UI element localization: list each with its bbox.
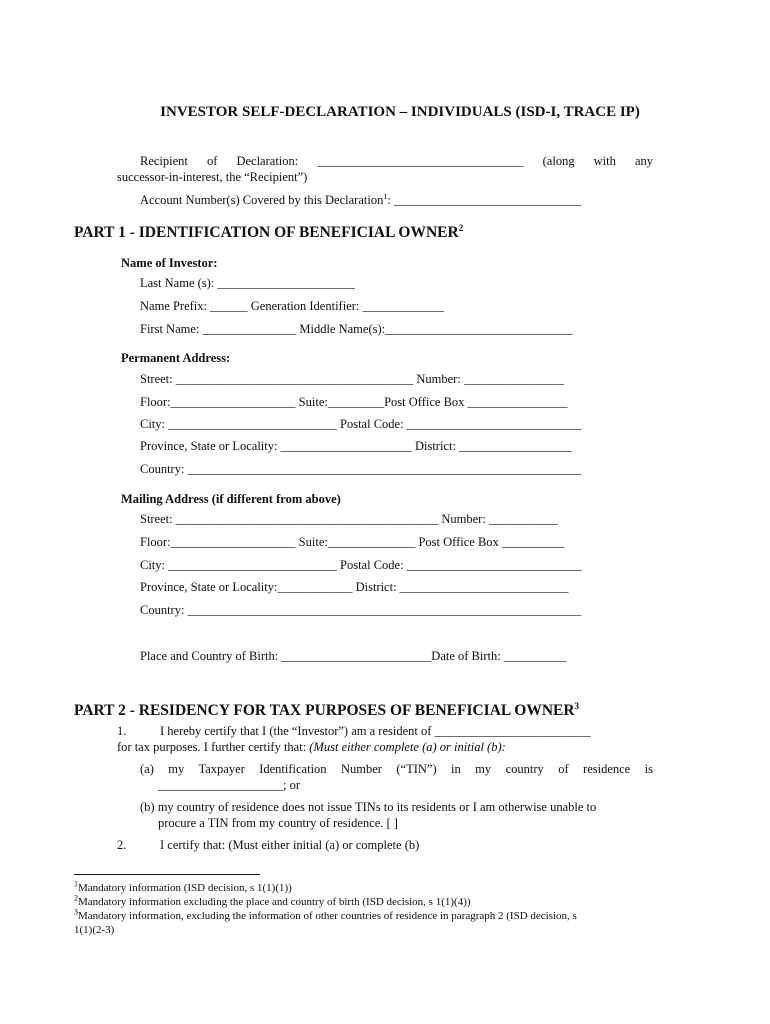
mail-country-field: Country: _______________________________________________________________: [140, 603, 582, 617]
item1-option-b-cont: procure a TIN from my country of residence. [ ]: [158, 816, 398, 830]
name-of-investor-heading: Name of Investor:: [121, 256, 218, 270]
item2-number: 2.: [117, 838, 127, 852]
item1-continuation: [117, 740, 506, 755]
footnote-ref-1: 1: [383, 191, 388, 201]
item2-text: I certify that: (Must either initial (a) or complete (b): [160, 838, 420, 852]
item1-text: I hereby certify that I (the “Investor”) am a resident of _________________________: [160, 724, 591, 738]
document-title: INVESTOR SELF-DECLARATION – INDIVIDUALS (ISD-I, TRACE IP): [160, 104, 640, 120]
recipient-line: Recipient of Declaration: _________________________________ (along with any: [140, 154, 653, 168]
part2-heading-text: PART 2 - RESIDENCY FOR TAX PURPOSES OF BENEFICIAL OWNER: [74, 702, 575, 719]
footnote-3-text: Mandatory information, excluding the information of other countries of residence in paragraph 2 (ISD decision, s: [78, 910, 577, 922]
footnote-3-number: 3: [74, 907, 78, 917]
account-numbers-field: : ______________________________: [387, 193, 582, 207]
permanent-address-heading: Permanent Address:: [121, 351, 231, 365]
recipient-line-cont: successor-in-interest, the “Recipient”): [117, 170, 308, 184]
perm-floor-field: Floor:____________________ Suite:_________Post Office Box ________________: [140, 395, 568, 409]
part1-heading-text: PART 1 - IDENTIFICATION OF BENEFICIAL OWNER: [74, 224, 459, 241]
account-numbers-label: Account Number(s) Covered by this Declaration: [140, 193, 384, 207]
footnote-3: [74, 907, 577, 923]
account-numbers-line: [140, 193, 581, 208]
part2-heading: [74, 702, 579, 720]
footnote-1-text: Mandatory information (ISD decision, s 1(1)(1)): [78, 882, 292, 894]
perm-city-field: City: ___________________________ Postal Code: ____________________________: [140, 417, 582, 431]
first-middle-name-field: First Name: _______________ Middle Name(s):______________________________: [140, 322, 573, 336]
footnote-2-number: 2: [74, 893, 78, 903]
footnote-3-cont: 1(1)(2-3): [74, 924, 115, 936]
mail-province-field: Province, State or Locality:____________ District: ___________________________: [140, 580, 569, 594]
perm-street-field: Street: ______________________________________ Number: ________________: [140, 372, 564, 386]
item1-option-a: (a) my Taxpayer Identification Number (“TIN”) in my country of residence is: [140, 762, 653, 776]
footnote-2: [74, 893, 471, 909]
birth-field: Place and Country of Birth: ________________________Date of Birth: __________: [140, 649, 567, 663]
name-prefix-field: Name Prefix: ______ Generation Identifier: _____________: [140, 299, 444, 313]
footnote-2-text: Mandatory information excluding the place and country of birth (ISD decision, s 1(1)(4)): [78, 896, 471, 908]
item1-cont-text: for tax purposes. I further certify that:: [117, 740, 310, 754]
mail-street-field: Street: __________________________________________ Number: ___________: [140, 512, 558, 526]
part1-heading: [74, 224, 463, 242]
item1-number: 1.: [117, 724, 127, 738]
item1-option-a-cont: ____________________; or: [158, 778, 301, 792]
mail-floor-field: Floor:____________________ Suite:______________ Post Office Box __________: [140, 535, 565, 549]
footnote-1: [74, 879, 292, 895]
item1-option-b: (b) my country of residence does not issue TINs to its residents or I am otherwise unable to: [140, 800, 597, 814]
mailing-address-heading: Mailing Address (if different from above): [121, 492, 341, 506]
perm-province-field: Province, State or Locality: _____________________ District: __________________: [140, 439, 572, 453]
last-name-field: Last Name (s): ______________________: [140, 276, 355, 290]
mail-city-field: City: ___________________________ Postal Code: ____________________________: [140, 558, 582, 572]
perm-country-field: Country: _______________________________________________________________: [140, 462, 582, 476]
footnote-ref-2: 2: [458, 222, 464, 233]
footnote-ref-3: 3: [574, 700, 580, 711]
footnote-1-number: 1: [74, 879, 78, 889]
item1-instruction: (Must either complete (a) or initial (b):: [309, 740, 506, 754]
footnote-separator: [74, 874, 260, 875]
